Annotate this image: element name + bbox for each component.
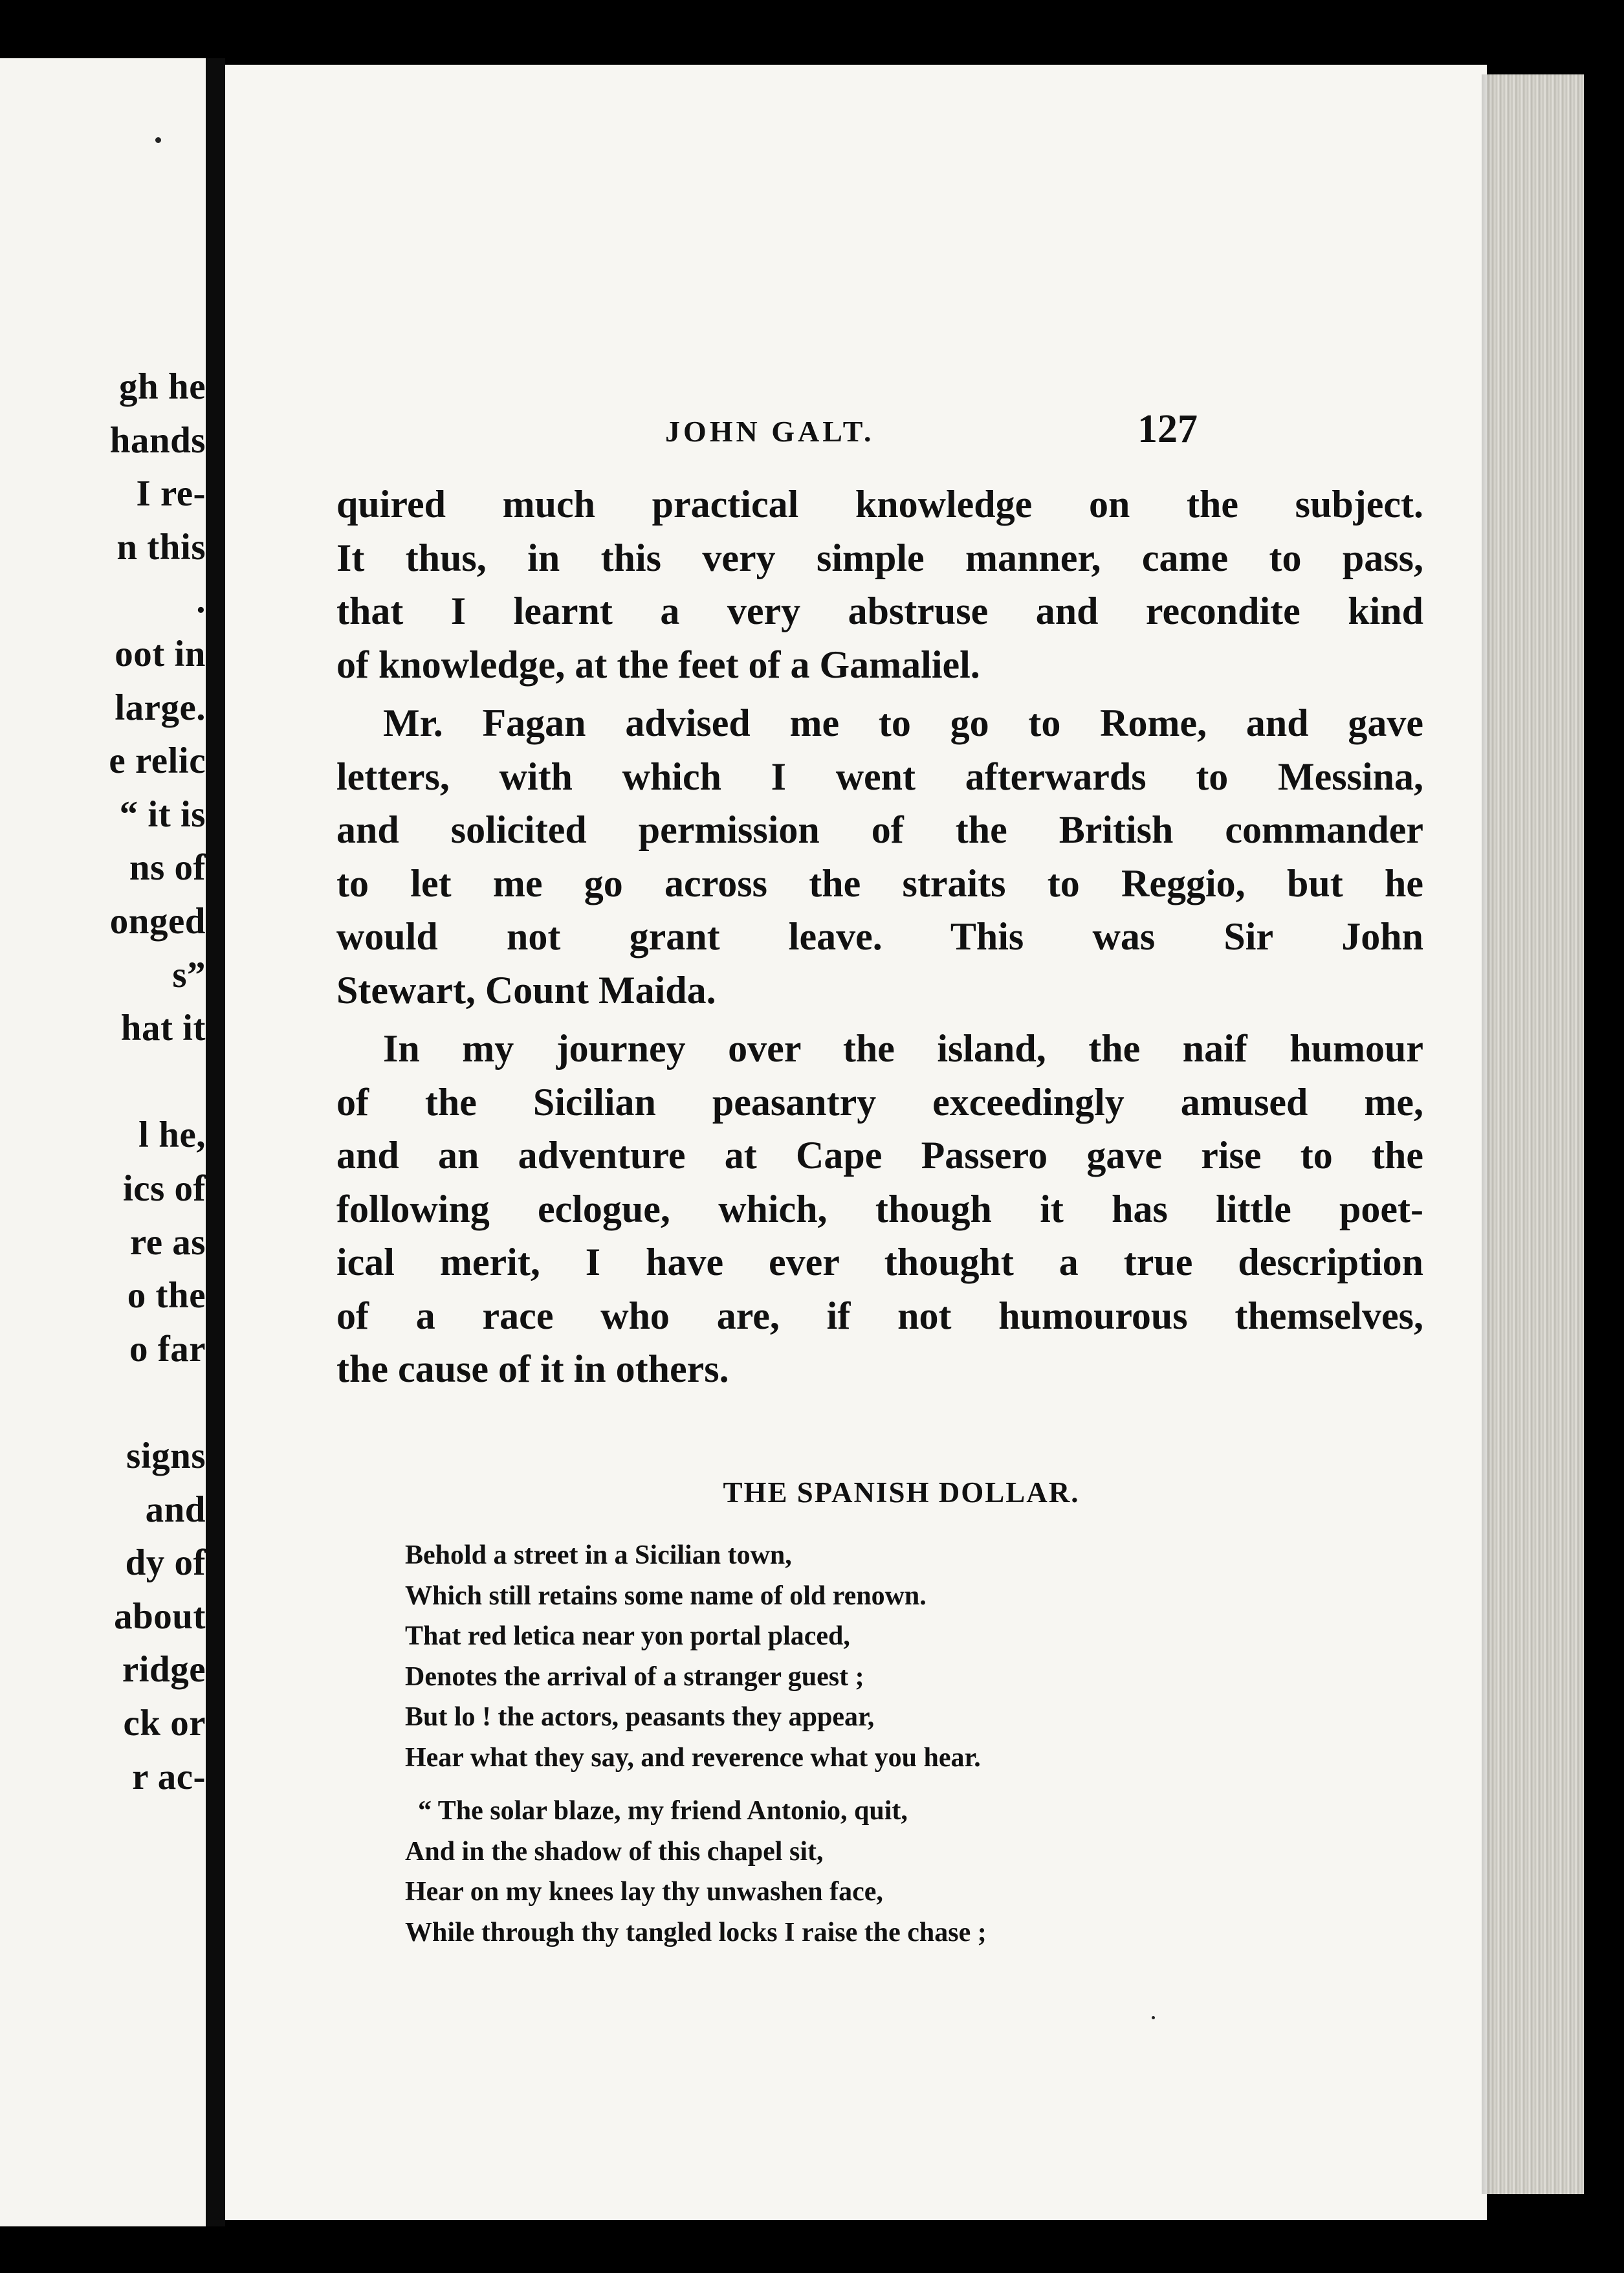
text-line: ical merit, I have ever thought a true description [336,1241,1423,1283]
previous-page-edge [0,58,206,2226]
previous-page-line-fragment: large. [115,687,206,728]
text-line: Mr. Fagan advised me to go to Rome, and gave [383,702,1423,744]
text-line: letters, with which I went afterwards to Messina, [336,755,1423,798]
poem-verse-line: Behold a street in a Sicilian town, [405,1540,792,1570]
running-head: JOHN GALT. [665,415,875,448]
text-line: and an adventure at Cape Passero gave rise to the [336,1134,1423,1177]
previous-page-line-fragment: dy of [125,1542,206,1584]
previous-page-line-fragment: gh he [119,366,206,407]
previous-page-line-fragment: ics of [122,1168,206,1209]
previous-page-line-fragment: onged [109,901,206,942]
poem-verse-line: Denotes the arrival of a stranger guest ; [405,1661,864,1692]
poem-stanza [405,1791,987,1953]
ink-speck [155,137,161,143]
paper-speck [1152,2016,1155,2019]
previous-page-line-fragment: e relic [109,740,206,782]
poem-verse-line: While through thy tangled locks I raise the chase ; [405,1917,987,1947]
text-line: following eclogue, which, though it has little poet- [336,1187,1423,1230]
poem-verse-line: Hear what they say, and reverence what you hear. [405,1742,981,1773]
poem-verse-line: That red letica near yon portal placed, [405,1621,850,1651]
text-line: to let me go across the straits to Reggio, but he [336,861,1423,905]
poem-title: THE SPANISH DOLLAR. [723,1476,1080,1509]
page-number: 127 [1137,407,1198,451]
previous-page-line-fragment: signs [126,1436,206,1476]
text-line: It thus, in this very simple manner, came to pass, [336,536,1423,579]
previous-page-line-fragment: o the [127,1275,206,1316]
body-paragraph [336,696,1423,1017]
previous-page-line-fragment: and [145,1489,206,1530]
body-paragraph [336,1022,1423,1396]
previous-page-line-fragment: oot in [115,634,206,674]
previous-page-line-fragment: . [196,580,206,621]
poem-verse-line: Hear on my knees lay thy unwashen face, [405,1877,883,1907]
text-line: would not grant leave. This was Sir John [336,915,1423,958]
text-line: of a race who are, if not humourous themselves, [336,1294,1423,1337]
text-line: of the Sicilian peasantry exceedingly amused me, [336,1080,1423,1124]
poem-verse-line: “ The solar blaze, my friend Antonio, quit, [418,1796,908,1826]
previous-page-line-fragment: ridge [122,1649,206,1691]
poem [405,1535,987,1953]
body-paragraph [336,478,1423,691]
previous-page-line-fragment: l he, [138,1114,206,1156]
previous-page-line-fragment: o far [129,1328,206,1369]
previous-page-line-fragment: ns of [129,847,206,889]
text-line: the cause of it in others. [336,1347,729,1390]
previous-page-line-fragment: I re- [136,473,206,515]
text-line: In my journey over the island, the naif humour [383,1027,1423,1070]
book-page [225,65,1487,2220]
poem-verse-line: And in the shadow of this chapel sit, [405,1836,824,1867]
text-line: Stewart, Count Maida. [336,968,716,1012]
previous-page-line-fragment: about [114,1595,206,1637]
previous-page-line-fragment: hands [109,419,206,461]
previous-page-line-fragment: hat it [120,1008,206,1049]
previous-page-line-fragment: r ac- [132,1756,206,1797]
body-text [336,478,1423,1396]
fore-edge-shadow [1482,74,1493,2194]
page-header [225,406,1487,458]
poem-verse-line: But lo ! the actors, peasants they appear, [405,1702,875,1732]
previous-page-line-fragment: “ it is [119,793,206,835]
previous-page-line-fragment: s” [172,954,206,995]
page-stack-fore-edge [1487,74,1584,2194]
previous-page-line-fragment: ck or [123,1703,206,1744]
text-line: and solicited permission of the British commander [336,808,1423,851]
page-gutter [206,58,225,2226]
text-line: that I learnt a very abstruse and recondite kind [336,590,1423,632]
previous-page-line-fragment: n this [116,526,206,568]
text-line: of knowledge, at the feet of a Gamaliel. [336,643,980,686]
poem-stanza [405,1535,987,1778]
text-line: quired much practical knowledge on the subject. [336,483,1423,526]
poem-verse-line: Which still retains some name of old renown. [405,1580,927,1611]
previous-page-line-fragment: re as [129,1221,206,1263]
